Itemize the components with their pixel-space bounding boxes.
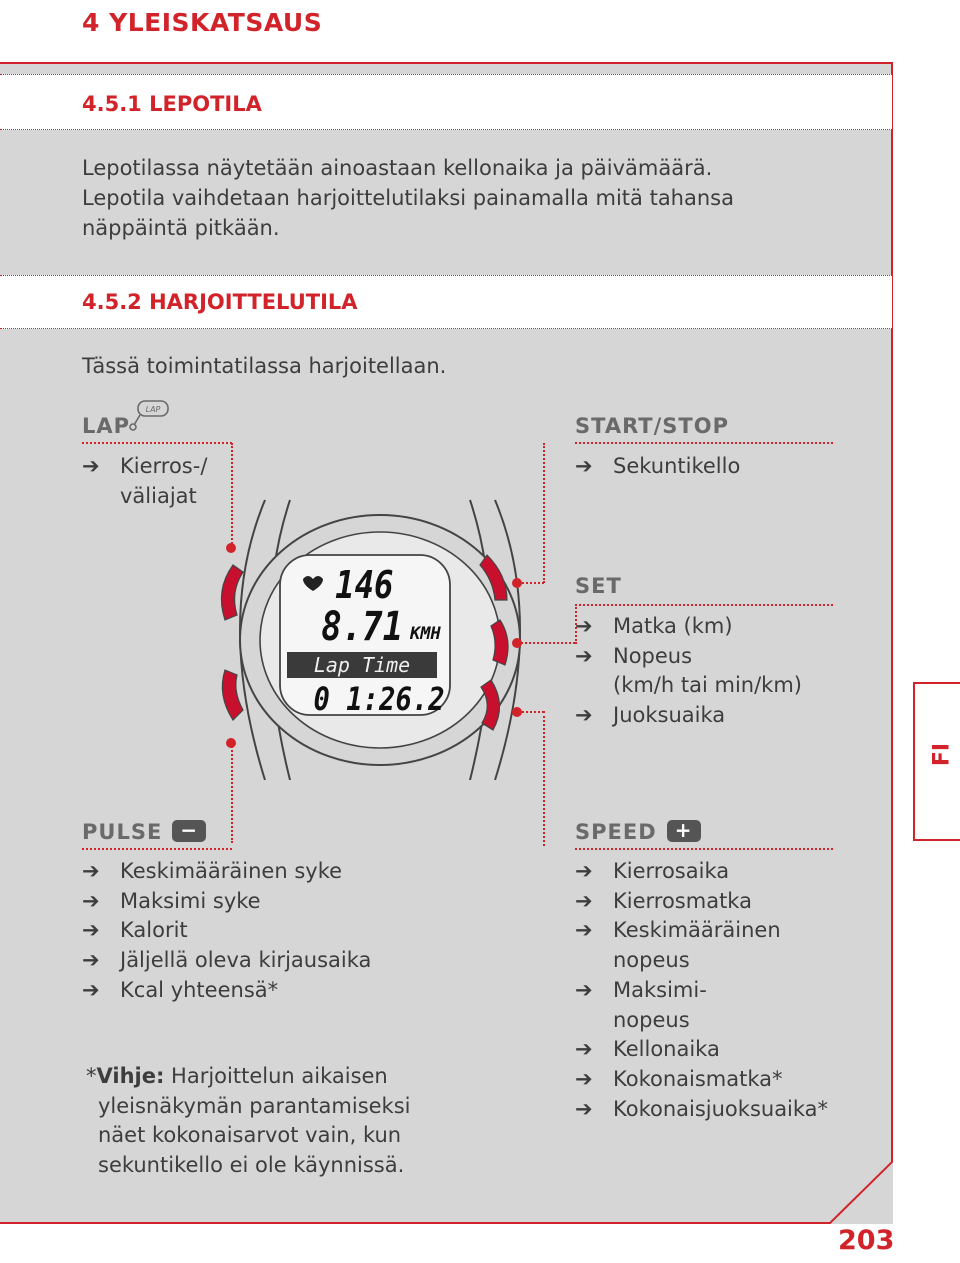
lap-connector <box>231 443 233 548</box>
set-divider <box>575 604 833 606</box>
arrow-icon: ➔ <box>575 454 593 478</box>
speed-item-continued: nopeus <box>613 948 690 973</box>
arrow-icon: ➔ <box>82 918 100 943</box>
arrow-icon: ➔ <box>575 1066 593 1091</box>
speed-item: ➔ Kellonaika <box>575 1035 828 1065</box>
lepotila-line-1: Lepotilassa näytetään ainoastaan kellonaika ja päivämäärä. <box>82 156 713 180</box>
arrow-icon: ➔ <box>575 918 593 943</box>
pulse-items <box>82 857 371 1006</box>
set-connector-dot <box>512 638 522 648</box>
arrow-icon: ➔ <box>575 859 593 883</box>
pulse-item: ➔ Kalorit <box>82 916 371 946</box>
lepotila-line-3: näppäintä pitkään. <box>82 216 280 240</box>
display-mode: Lap Time <box>287 652 437 678</box>
arrow-icon: ➔ <box>575 977 593 1002</box>
tip-line-3: näet kokonaisarvot vain, kun <box>98 1123 402 1148</box>
startstop-connector <box>543 443 545 583</box>
arrow-icon: ➔ <box>575 703 593 728</box>
lap-item: ➔ Kierros-/ <box>82 452 207 482</box>
arrow-icon: ➔ <box>82 454 100 478</box>
lap-divider <box>82 442 232 444</box>
speed-label: SPEED + <box>575 820 701 844</box>
pulse-divider <box>82 848 232 850</box>
pulse-item: ➔ Kcal yhteensä* <box>82 976 371 1006</box>
lepotila-line-2: Lepotila vaihdetaan harjoittelutilaksi painamalla mitä tahansa <box>82 186 734 210</box>
lap-items <box>82 452 207 511</box>
set-item: ➔ Nopeus <box>575 642 802 672</box>
startstop-label: START/STOP <box>575 414 729 438</box>
lap-connector-dot <box>226 543 236 553</box>
pulse-item: ➔ Keskimääräinen syke <box>82 857 371 887</box>
set-connector-v <box>575 604 577 644</box>
tip-line-4: sekuntikello ei ole käynnissä. <box>98 1153 405 1178</box>
speed-item: ➔ Maksimi- <box>575 976 828 1006</box>
startstop-items <box>575 452 740 482</box>
arrow-icon: ➔ <box>82 948 100 973</box>
display-time: 0 1:26.2 <box>313 680 445 718</box>
arrow-icon: ➔ <box>82 888 100 913</box>
arrow-icon: ➔ <box>575 888 593 913</box>
lap-label: LAP <box>82 414 131 438</box>
startstop-divider <box>575 442 833 444</box>
arrow-icon: ➔ <box>575 614 593 638</box>
pulse-item: ➔ Jäljellä oleva kirjausaika <box>82 946 371 976</box>
set-connector-h <box>517 642 575 644</box>
tip-label: Vihje: <box>96 1064 165 1088</box>
lepotila-description <box>82 153 734 243</box>
startstop-item: ➔ Sekuntikello <box>575 452 740 482</box>
tip-asterisk: * <box>86 1064 97 1088</box>
display-heart-rate: 146 <box>335 563 394 607</box>
display-speed-unit: KMH <box>410 624 441 644</box>
lap-button-icon <box>128 398 172 432</box>
speed-item-continued: nopeus <box>613 1007 690 1032</box>
pulse-minus-button[interactable] <box>222 670 243 720</box>
arrow-icon: ➔ <box>575 643 593 668</box>
minus-icon: − <box>172 820 206 842</box>
tip-line-2: yleisnäkymän parantamiseksi <box>98 1093 411 1118</box>
section-title-lepotila: 4.5.1 LEPOTILA <box>82 92 262 116</box>
display-speed: 8.71 <box>321 604 404 650</box>
language-tab-label: FI <box>929 742 955 767</box>
chapter-title: 4 YLEISKATSAUS <box>82 8 323 37</box>
speed-item: ➔ Kierrosaika <box>575 857 828 887</box>
speed-item: ➔ Keskimääräinen <box>575 916 828 946</box>
speed-items <box>575 857 828 1124</box>
set-label: SET <box>575 574 622 598</box>
speed-item: ➔ Kierrosmatka <box>575 887 828 917</box>
pulse-label: PULSE − <box>82 820 206 844</box>
arrow-icon: ➔ <box>575 1096 593 1121</box>
startstop-connector-dot <box>512 578 522 588</box>
speed-item: ➔ Kokonaismatka* <box>575 1065 828 1095</box>
speed-item: ➔ Kokonaisjuoksuaika* <box>575 1095 828 1125</box>
speed-connector <box>543 711 545 846</box>
speed-connector-dot <box>512 707 522 717</box>
tip-note <box>86 1062 411 1181</box>
speed-divider <box>575 848 833 850</box>
set-items <box>575 612 802 731</box>
pulse-connector-dot <box>226 738 236 748</box>
set-item: ➔ Matka (km) <box>575 612 802 642</box>
arrow-icon: ➔ <box>82 977 100 1002</box>
pulse-item: ➔ Maksimi syke <box>82 887 371 917</box>
page-number: 203 <box>838 1225 895 1256</box>
plus-icon: + <box>667 820 701 842</box>
tip-line-1: Harjoittelun aikaisen <box>164 1064 388 1088</box>
arrow-icon: ➔ <box>82 859 100 883</box>
pulse-connector <box>231 743 233 843</box>
arrow-icon: ➔ <box>575 1037 593 1062</box>
set-item: ➔ Juoksuaika <box>575 701 802 731</box>
lap-item-continued: väliajat <box>120 483 197 508</box>
svg-text:LAP: LAP <box>145 405 161 414</box>
section-title-harjoittelutila: 4.5.2 HARJOITTELUTILA <box>82 290 358 314</box>
harjoittelutila-intro: Tässä toimintatilassa harjoitellaan. <box>82 354 447 378</box>
set-item-continued: (km/h tai min/km) <box>613 673 802 698</box>
